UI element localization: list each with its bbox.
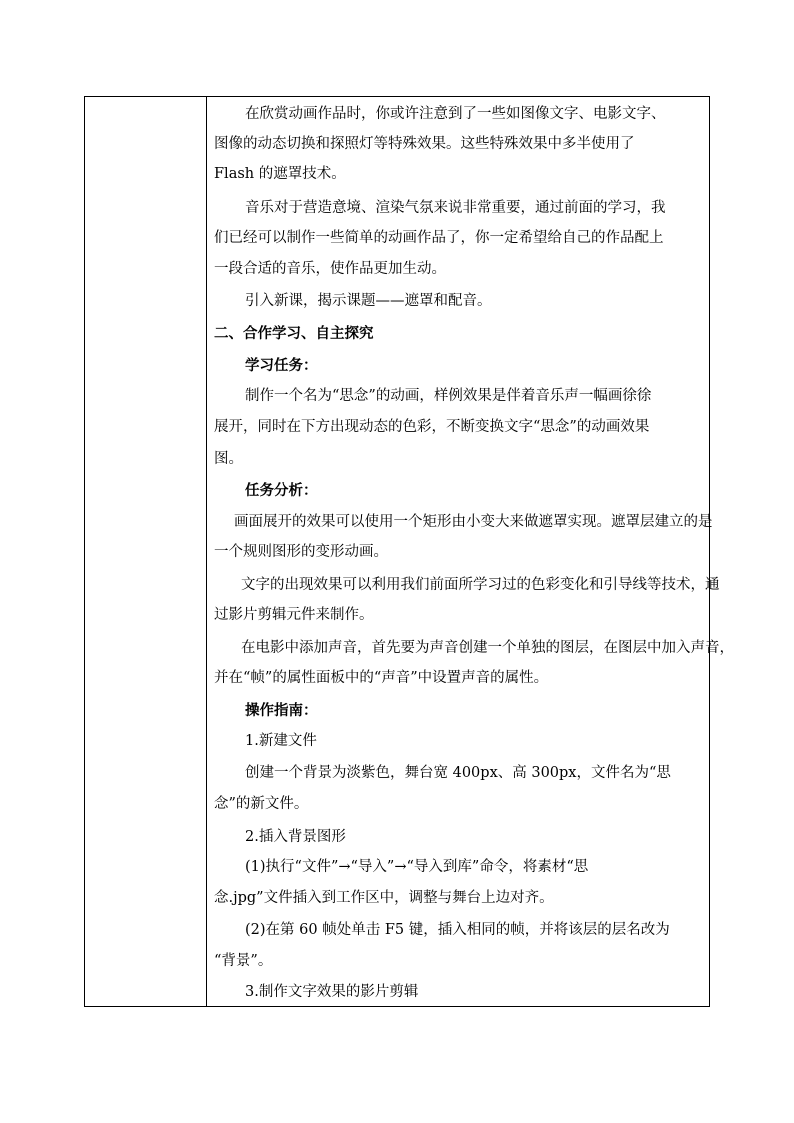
text-line: (2)在第 60 帧处单击 F5 键，插入相同的帧，并将该层的层名改为	[245, 922, 670, 938]
text-line: “背景”。	[214, 953, 273, 969]
text-line: 过影片剪辑元件来制作。	[214, 607, 374, 623]
text-line: 并在“帧”的属性面板中的“声音”中设置声音的属性。	[214, 670, 549, 686]
step-heading: 2.插入背景图形	[245, 829, 346, 845]
table-left-column	[85, 97, 207, 1006]
text-line: 在电影中添加声音，首先要为声音创建一个单独的图层，在图层中加入声音，	[241, 640, 734, 656]
text-line: 创建一个背景为淡紫色，舞台宽 400px、高 300px，文件名为“思	[245, 765, 671, 781]
text-line: 制作一个名为“思念”的动画，样例效果是伴着音乐声一幅画徐徐	[245, 388, 652, 404]
step-heading: 1.新建文件	[245, 733, 317, 749]
text-line: 文字的出现效果可以利用我们前面所学习过的色彩变化和引导线等技术，通	[241, 577, 720, 593]
text-line: Flash 的遮罩技术。	[214, 166, 346, 182]
text-line: 图像的动态切换和探照灯等特殊效果。这些特殊效果中多半使用了	[214, 136, 635, 152]
text-line: 画面展开的效果可以使用一个矩形由小变大来做遮罩实现。遮罩层建立的是	[234, 514, 713, 530]
step-heading: 3.制作文字效果的影片剪辑	[245, 984, 419, 1000]
text-line: 图。	[214, 451, 243, 467]
text-line: 一个规则图形的变形动画。	[214, 544, 388, 560]
content-table	[84, 96, 734, 1007]
text-line: 一段合适的音乐，使作品更加生动。	[214, 261, 446, 277]
table-right-column	[207, 97, 734, 1006]
text-line: 在欣赏动画作品时，你或许注意到了一些如图像文字、电影文字、	[245, 106, 666, 122]
section-heading: 二、合作学习、自主探究	[214, 325, 374, 342]
subsection-heading: 学习任务：	[245, 357, 318, 374]
text-line: 引入新课，揭示课题——遮罩和配音。	[245, 293, 492, 309]
subsection-heading: 操作指南：	[245, 702, 318, 719]
text-line: 念.jpg”文件插入到工作区中，调整与舞台上边对齐。	[214, 890, 554, 906]
text-line: 展开，同时在下方出现动态的色彩，不断变换文字“思念”的动画效果	[214, 419, 650, 435]
text-line: (1)执行“文件”→“导入”→“导入到库”命令，将素材“思	[245, 859, 589, 875]
subsection-heading: 任务分析：	[245, 482, 318, 499]
text-line: 们已经可以制作一些简单的动画作品了，你一定希望给自己的作品配上	[214, 230, 664, 246]
text-line: 音乐对于营造意境、渲染气氛来说非常重要，通过前面的学习，我	[245, 200, 666, 216]
text-line: 念”的新文件。	[214, 796, 309, 812]
